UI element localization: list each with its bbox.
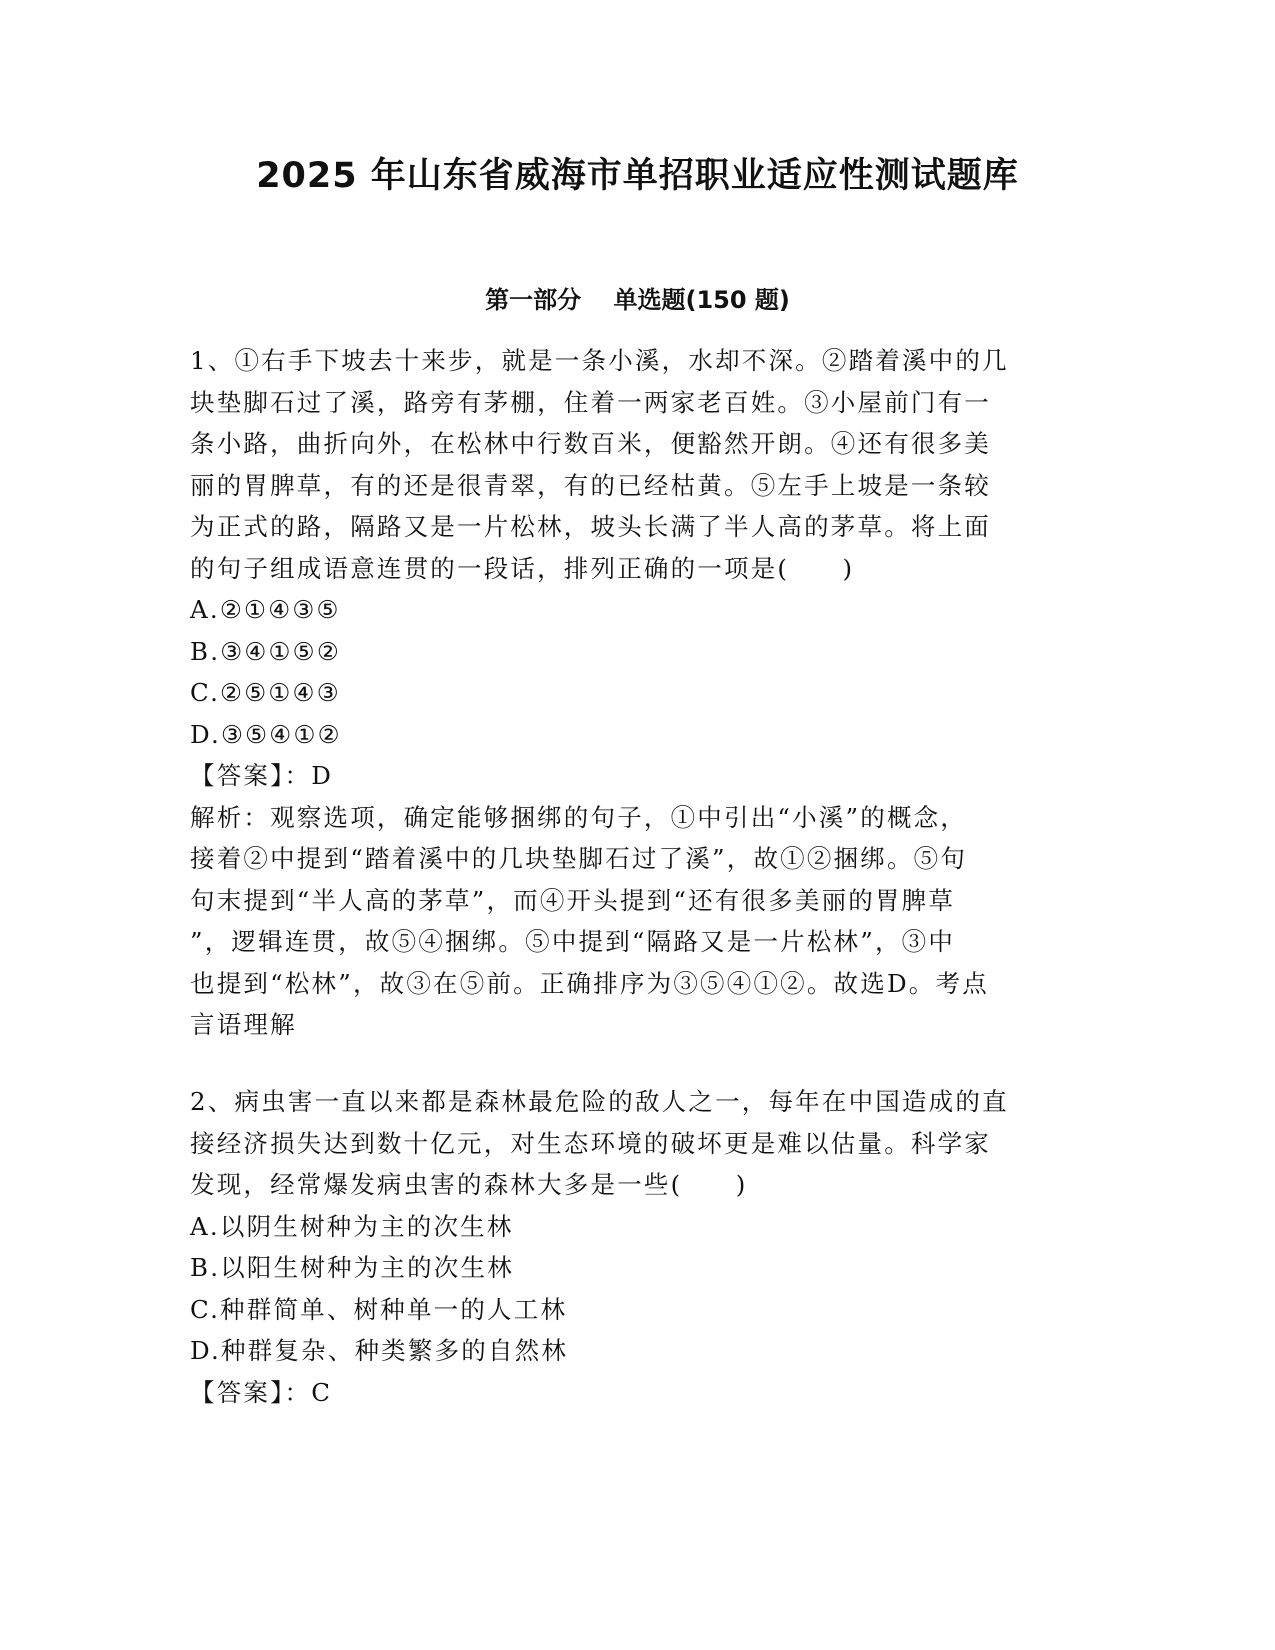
- question-1: [190, 340, 1009, 1046]
- question-1-analysis-line: ”，逻辑连贯，故⑤④捆绑。⑤中提到“隔路又是一片松林”，③中: [190, 927, 956, 956]
- question-2-option-d: D.种群复杂、种类繁多的自然林: [190, 1336, 569, 1365]
- question-1-analysis-line: 句末提到“半人高的茅草”，而④开头提到“还有很多美丽的胃脾草: [190, 885, 956, 915]
- section-title: 第一部分 单选题(150 题): [485, 286, 790, 314]
- question-2-option-b: B.以阳生树种为主的次生林: [190, 1253, 514, 1282]
- question-2-stem-line: 发现，经常爆发病虫害的森林大多是一些( ): [190, 1170, 748, 1199]
- question-1-option-c: C.②⑤①④③: [190, 678, 341, 707]
- question-1-stem-line: 为正式的路，隔路又是一片松林，坡头长满了半人高的茅草。将上面: [190, 512, 991, 541]
- question-2-option-c: C.种群简单、树种单一的人工林: [190, 1294, 568, 1324]
- question-1-stem-line: 的句子组成语意连贯的一段话，排列正确的一项是( ): [190, 553, 855, 583]
- question-1-answer: 【答案】：D: [190, 761, 334, 790]
- question-1-analysis-line: 言语理解: [190, 1010, 297, 1039]
- question-1-stem-line: 条小路，曲折向外，在松林中行数百米，便豁然开朗。④还有很多美: [190, 429, 991, 458]
- question-1-option-d: D.③⑤④①②: [190, 719, 342, 749]
- question-1-option-a: A.②①④③⑤: [190, 595, 341, 624]
- question-2-stem-line: 接经济损失达到数十亿元，对生态环境的破坏更是难以估量。科学家: [190, 1128, 991, 1158]
- question-1-option-b: B.③④①⑤②: [190, 636, 342, 666]
- question-1-analysis-line: 解析：观察选项，确定能够捆绑的句子，①中引出“小溪”的概念，: [190, 802, 968, 832]
- question-1-analysis-line: 接着②中提到“踏着溪中的几块垫脚石过了溪”，故①②捆绑。⑤句: [190, 844, 968, 873]
- question-2-answer: 【答案】：C: [190, 1377, 333, 1407]
- question-1-stem-line: 块垫脚石过了溪，路旁有茅棚，住着一两家老百姓。③小屋前门有一: [190, 387, 991, 417]
- question-1-analysis-line: 也提到“松林”，故③在⑤前。正确排序为③⑤④①②。故选D。考点: [190, 968, 989, 998]
- question-2-stem-line: 2、病虫害一直以来都是森林最危险的敌人之一，每年在中国造成的直: [190, 1087, 1009, 1116]
- question-2-option-a: A.以阴生树种为主的次生林: [190, 1211, 514, 1241]
- question-2: [190, 1081, 1009, 1413]
- question-1-stem-line: 丽的胃脾草，有的还是很青翠，有的已经枯黄。⑤左手上坡是一条较: [190, 470, 991, 500]
- page-title: 2025 年山东省威海市单招职业适应性测试题库: [256, 156, 1019, 196]
- question-1-stem-line: 1、①右手下坡去十来步，就是一条小溪，水却不深。②踏着溪中的几: [190, 346, 1009, 375]
